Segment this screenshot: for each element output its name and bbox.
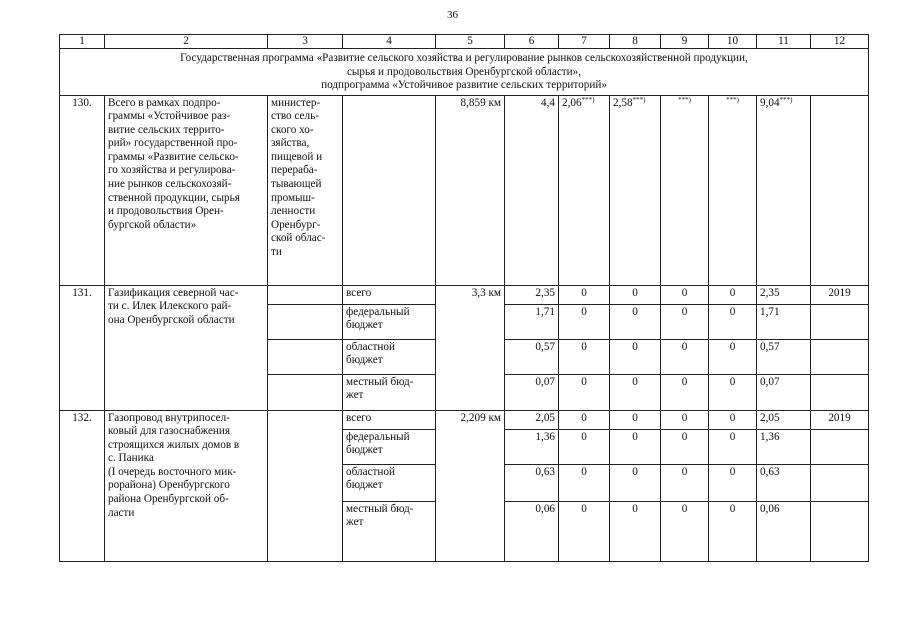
text-line: министер- <box>271 96 321 109</box>
text-line: областной <box>346 465 395 478</box>
text-line: ленности <box>271 205 316 218</box>
value-cell: 0 <box>610 339 661 374</box>
value-cell: 0,06 <box>505 501 559 561</box>
text-line: жет <box>346 516 364 529</box>
year-cell <box>811 374 869 410</box>
text-line: бюджет <box>346 444 383 457</box>
executor <box>268 285 343 304</box>
value-cell: 0 <box>709 304 757 339</box>
table-row-130 <box>60 95 869 285</box>
value-cell: 0,06 <box>757 501 811 561</box>
value-cell: 0 <box>709 501 757 561</box>
text-line: бургской области» <box>108 218 197 231</box>
footnote-mark: ***) <box>632 95 646 104</box>
column-number-row <box>60 35 869 49</box>
text-line: витие сельских террито- <box>108 123 225 136</box>
funding-source <box>343 339 436 374</box>
value-cell: 0 <box>661 374 709 410</box>
program-table <box>59 34 869 562</box>
text-line: бюджет <box>346 319 383 332</box>
text-line: с. Паника <box>108 452 154 465</box>
text-line: бюджет <box>346 479 383 492</box>
text-line: рорайона) Оренбургского <box>108 479 230 492</box>
text-line: местный бюд- <box>346 502 414 515</box>
value-cell: 2,35 <box>757 285 811 304</box>
year-cell <box>811 339 869 374</box>
length-cell: 3,3 км <box>436 285 505 410</box>
value-cell: 0 <box>610 304 661 339</box>
text-line: (I очередь восточного мик- <box>108 465 237 478</box>
footnote-mark: ***) <box>678 95 691 104</box>
col-header: 12 <box>811 35 869 49</box>
value-cell: 2,05 <box>757 410 811 429</box>
value-cell: 0 <box>559 339 610 374</box>
value-cell: 0,57 <box>505 339 559 374</box>
col-header: 9 <box>661 35 709 49</box>
footnote-mark: ***) <box>581 95 595 104</box>
value: 2,06 <box>562 96 582 109</box>
executor <box>268 304 343 339</box>
text-line: ского хо- <box>271 123 314 136</box>
text-line: граммы «Развитие сельско- <box>108 150 239 163</box>
col-header: 3 <box>268 35 343 49</box>
value-cell: 0 <box>709 410 757 429</box>
value-cell: 0 <box>559 285 610 304</box>
year-cell <box>811 304 869 339</box>
text-line: ковый для газоснабжения <box>108 425 231 438</box>
value-cell: 0 <box>559 410 610 429</box>
col-header: 11 <box>757 35 811 49</box>
text-line: района Оренбургской об- <box>108 493 229 506</box>
value-cell: 1,71 <box>505 304 559 339</box>
program-title <box>60 49 869 96</box>
value-cell: 0,63 <box>757 464 811 501</box>
text-line: Газопровод внутрипосел- <box>108 411 230 424</box>
text-line: пищевой и <box>271 150 323 163</box>
text-line: рий» государственной про- <box>108 137 238 150</box>
program-title-line: Государственная программа «Развитие сельского хозяйства и регулирование рынков сельскохозяйственной продукции, <box>180 52 748 64</box>
footnote-mark: ***) <box>726 95 739 104</box>
funding-source <box>343 285 436 304</box>
text-line: ласти <box>108 506 135 519</box>
text-line: го хозяйства и регулирова- <box>108 164 236 177</box>
value-cell <box>610 95 661 285</box>
executor <box>268 339 343 374</box>
text-line: граммы «Устойчивое раз- <box>108 110 231 123</box>
funding-source <box>343 429 436 464</box>
value-cell: 0 <box>709 285 757 304</box>
value-cell: 0,57 <box>757 339 811 374</box>
text-line: Всего в рамках подпро- <box>108 96 221 109</box>
object-name <box>105 95 268 285</box>
value-cell: 0 <box>661 304 709 339</box>
value-cell <box>559 95 610 285</box>
year-cell <box>811 464 869 501</box>
value-cell: 0 <box>610 429 661 464</box>
executor <box>268 374 343 410</box>
year-cell: 2019 <box>811 285 869 304</box>
text-line: ти <box>271 246 282 259</box>
text-line: всего <box>346 286 372 299</box>
value-cell: 0 <box>610 464 661 501</box>
value-cell: 4,4 <box>505 95 559 285</box>
object-name <box>105 410 268 561</box>
value: 2,58 <box>613 96 633 109</box>
text-line: местный бюд- <box>346 375 414 388</box>
value-cell: 0 <box>559 464 610 501</box>
funding-source <box>343 374 436 410</box>
value-cell: 0 <box>661 429 709 464</box>
text-line: ственной продукции, сырья <box>108 191 240 204</box>
text-line: федеральный <box>346 305 410 318</box>
value-cell: 0 <box>709 429 757 464</box>
text-line: и продовольствия Орен- <box>108 205 224 218</box>
text-line: тывающей <box>271 178 322 191</box>
year-cell <box>811 429 869 464</box>
text-line: перераба- <box>271 164 318 177</box>
value-cell: 0 <box>661 464 709 501</box>
executor <box>268 410 343 561</box>
footnote-mark: ***) <box>779 95 793 104</box>
col-header: 7 <box>559 35 610 49</box>
value-cell: 1,36 <box>757 429 811 464</box>
value-cell: 0,63 <box>505 464 559 501</box>
row-number: 130. <box>60 95 105 285</box>
value-cell: 0 <box>559 374 610 410</box>
value-cell: 0 <box>559 501 610 561</box>
object-name <box>105 285 268 410</box>
value-cell: 0 <box>610 285 661 304</box>
col-header: 6 <box>505 35 559 49</box>
text-line: ской облас- <box>271 232 326 245</box>
value-cell: 0 <box>610 501 661 561</box>
funding-source <box>343 304 436 339</box>
value: 9,04 <box>760 96 780 109</box>
value-cell: 0 <box>709 374 757 410</box>
length-cell: 2,209 км <box>436 410 505 561</box>
col-header: 1 <box>60 35 105 49</box>
text-line: федеральный <box>346 430 410 443</box>
value-cell: 2,35 <box>505 285 559 304</box>
text-line: областной <box>346 340 395 353</box>
length-cell: 8,859 км <box>436 95 505 285</box>
value-cell: 0,07 <box>757 374 811 410</box>
year-cell <box>811 95 869 285</box>
value-cell: 0 <box>559 304 610 339</box>
row-number: 132. <box>60 410 105 561</box>
text-line: строящихся жилых домов в <box>108 438 240 451</box>
program-title-line: сырья и продовольствия Оренбургской области», <box>346 65 582 78</box>
value-cell: 0 <box>610 410 661 429</box>
value-cell: 2,05 <box>505 410 559 429</box>
value-cell <box>661 95 709 285</box>
value-cell: 0 <box>559 429 610 464</box>
value-cell: 0 <box>661 410 709 429</box>
text-line: ти с. Илек Илекского рай- <box>108 300 232 313</box>
value-cell: 0 <box>610 374 661 410</box>
value-cell: 0,07 <box>505 374 559 410</box>
funding-source <box>343 464 436 501</box>
program-title-line: подпрограмма «Устойчивое развитие сельских территорий» <box>321 79 607 91</box>
text-line: всего <box>346 411 372 424</box>
value-cell: 1,71 <box>757 304 811 339</box>
value-cell: 0 <box>661 339 709 374</box>
text-line: ство сель- <box>271 110 319 123</box>
text-line: жет <box>346 389 364 402</box>
funding-source <box>343 95 436 285</box>
value-cell <box>757 95 811 285</box>
value-cell: 1,36 <box>505 429 559 464</box>
page-number: 36 <box>447 9 458 21</box>
value-cell: 0 <box>661 501 709 561</box>
text-line: она Оренбургской области <box>108 313 235 326</box>
value-cell: 0 <box>709 339 757 374</box>
table-row-132 <box>60 410 869 429</box>
table-row-131 <box>60 285 869 304</box>
col-header: 8 <box>610 35 661 49</box>
text-line: бюджет <box>346 354 383 367</box>
value-cell: 0 <box>661 285 709 304</box>
col-header: 5 <box>436 35 505 49</box>
year-cell: 2019 <box>811 410 869 429</box>
text-line: ние рынков сельскохозяй- <box>108 178 232 191</box>
text-line: промыш- <box>271 191 315 204</box>
value-cell: 0 <box>709 464 757 501</box>
col-header: 10 <box>709 35 757 49</box>
col-header: 4 <box>343 35 436 49</box>
row-number: 131. <box>60 285 105 410</box>
value-cell <box>709 95 757 285</box>
funding-source <box>343 501 436 561</box>
col-header: 2 <box>105 35 268 49</box>
year-cell <box>811 501 869 561</box>
text-line: Оренбург- <box>271 218 321 231</box>
text-line: зяйства, <box>271 137 310 150</box>
text-line: Газификация северной час- <box>108 286 239 299</box>
funding-source <box>343 410 436 429</box>
executor <box>268 95 343 285</box>
program-title-row <box>60 49 869 96</box>
